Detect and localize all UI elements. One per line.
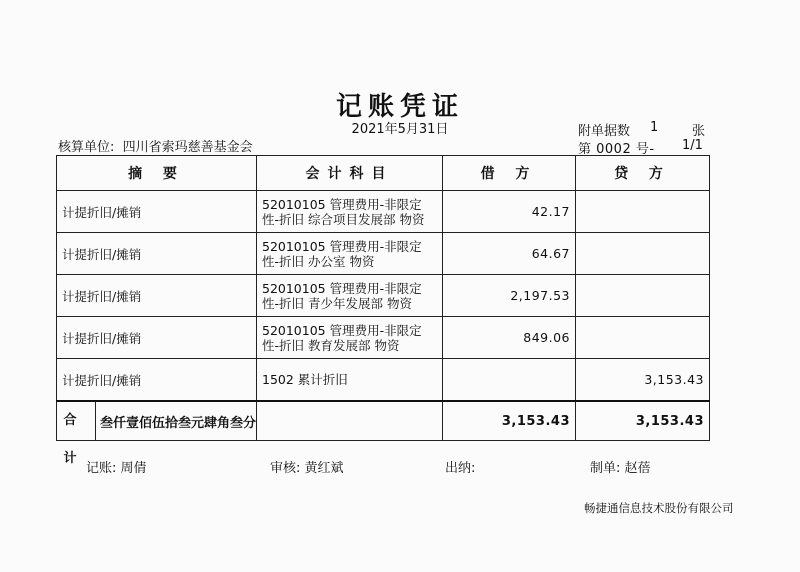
row-debit: 42.17 <box>443 191 576 233</box>
row-debit <box>443 359 576 402</box>
total-row <box>57 401 710 441</box>
voucher-table <box>56 155 710 466</box>
unit-label: 核算单位: <box>58 140 115 155</box>
table-row <box>57 233 710 275</box>
row-summary: 计提折旧/摊销 <box>57 191 257 233</box>
total-account-cell <box>257 401 443 441</box>
row-credit <box>576 275 710 317</box>
row-debit: 64.67 <box>443 233 576 275</box>
header-summary: 摘 要 <box>57 156 257 191</box>
bookkeeper-signature: 记账: 周倩 <box>86 461 147 476</box>
row-summary: 计提折旧/摊销 <box>57 359 257 402</box>
row-credit <box>576 233 710 275</box>
table-row <box>57 359 710 402</box>
cashier-signature: 出纳: <box>445 461 476 476</box>
row-account: 52010105 管理费用-非限定性-折旧 办公室 物资 <box>257 233 443 275</box>
row-credit: 3,153.43 <box>576 359 710 402</box>
software-company: 畅捷通信息技术股份有限公司 <box>584 501 734 515</box>
attachment-count: 1 <box>650 120 659 135</box>
row-account: 1502 累计折旧 <box>257 359 443 402</box>
total-label: 合 计 <box>57 402 96 440</box>
header-credit: 贷 方 <box>576 156 710 191</box>
total-summary-cell <box>57 401 257 466</box>
table-row <box>57 275 710 317</box>
row-account: 52010105 管理费用-非限定性-折旧 综合项目发展部 物资 <box>257 191 443 233</box>
total-debit: 3,153.43 <box>443 401 576 441</box>
page-indicator: 1/1 <box>682 138 703 153</box>
row-account: 52010105 管理费用-非限定性-折旧 青少年发展部 物资 <box>257 275 443 317</box>
total-amount-words: 叁仟壹佰伍拾叁元肆角叁分 <box>99 415 256 431</box>
unit-name: 四川省索玛慈善基金会 <box>122 140 253 155</box>
row-credit <box>576 191 710 233</box>
header-account: 会计科目 <box>257 156 443 191</box>
accounting-unit <box>58 136 253 155</box>
row-credit <box>576 317 710 359</box>
row-summary: 计提折旧/摊销 <box>57 275 257 317</box>
voucher-title: 记账凭证 <box>335 92 464 122</box>
row-account: 52010105 管理费用-非限定性-折旧 教育发展部 物资 <box>257 317 443 359</box>
voucher-date: 2021年5月31日 <box>351 122 449 137</box>
row-summary: 计提折旧/摊销 <box>57 233 257 275</box>
maker-signature: 制单: 赵蓓 <box>590 461 651 476</box>
row-summary: 计提折旧/摊销 <box>57 317 257 359</box>
table-header-row <box>57 156 710 191</box>
total-credit: 3,153.43 <box>576 401 710 441</box>
voucher-number: 第 0002 号- <box>578 142 655 157</box>
auditor-signature: 审核: 黄红斌 <box>270 461 344 476</box>
table-row <box>57 191 710 233</box>
attachment-label: 附单据数 <box>578 124 631 139</box>
header-debit: 借 方 <box>443 156 576 191</box>
row-debit: 849.06 <box>443 317 576 359</box>
table-row <box>57 317 710 359</box>
row-debit: 2,197.53 <box>443 275 576 317</box>
attachment-unit: 张 <box>692 124 706 139</box>
